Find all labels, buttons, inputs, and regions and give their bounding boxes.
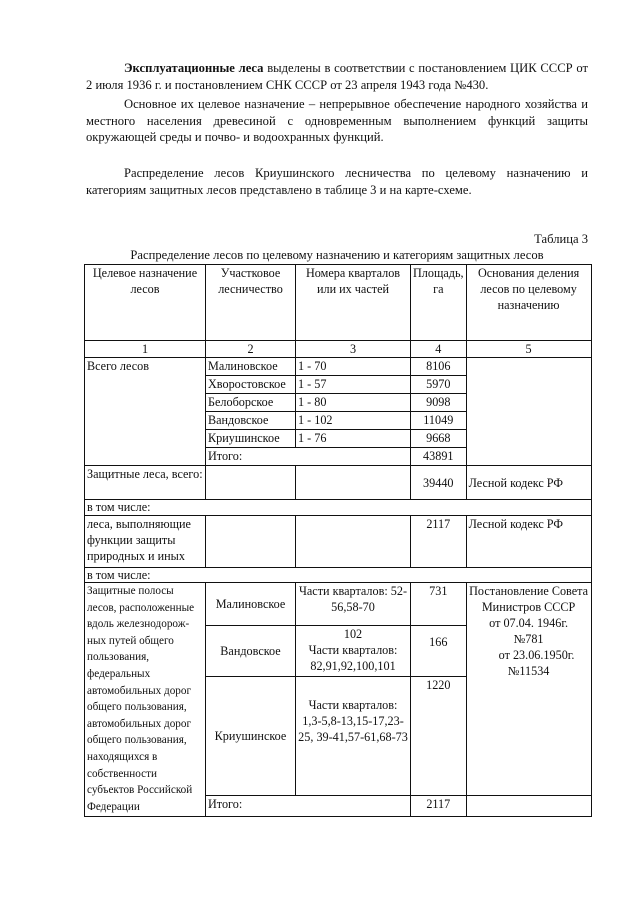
header-quarters: Номера кварталов или их частей <box>296 265 411 341</box>
empty-cell <box>466 796 591 817</box>
quarters-cell: 1 - 57 <box>296 376 411 394</box>
area-cell: 11049 <box>411 412 467 430</box>
table-label: Таблица 3 <box>534 232 588 246</box>
quarters-cell: Части кварталов: 1,3-5,8-13,15-17,23-25, 39-41,57-61,68-73 <box>296 677 411 796</box>
area-cell: 166 <box>411 626 467 677</box>
column-number: 3 <box>296 341 411 358</box>
header-area: Площадь, га <box>411 265 467 341</box>
paragraph-text: выделены в соответствии с постановлением ЦИК СССР от 2 июля 1936 г. и постановлением СНК СССР от 23 апреля 1943 года №430. <box>86 61 588 92</box>
natural-functions-label: леса, выполняющие функции защиты природных и иных <box>85 516 206 568</box>
header-purpose: Целевое назначение лесов <box>85 265 206 341</box>
paragraph-bold-term: Эксплуатационные леса <box>124 61 264 75</box>
quarters-cell <box>296 626 411 677</box>
strips-basis <box>466 583 591 796</box>
empty-cell <box>296 516 411 568</box>
including-label: в том числе: <box>85 500 592 516</box>
basis-cell-empty <box>466 358 591 466</box>
area-cell: 5970 <box>411 376 467 394</box>
table-row-including <box>85 568 592 583</box>
quarters-cell: 1 - 70 <box>296 358 411 376</box>
area-cell: 9668 <box>411 430 467 448</box>
including-label: в том числе: <box>85 568 592 583</box>
table-row-strips <box>85 583 592 626</box>
quarters-top: 102 <box>343 627 363 641</box>
area-cell: 9098 <box>411 394 467 412</box>
column-number: 1 <box>85 341 206 358</box>
header-forestry: Участковое лесничество <box>206 265 296 341</box>
quarters-text: Части кварталов: 82,91,92,100,101 <box>308 643 398 673</box>
table-row <box>85 358 592 376</box>
column-number: 4 <box>411 341 467 358</box>
forest-distribution-table <box>84 264 592 817</box>
forestry-cell: Вандовское <box>206 626 296 677</box>
paragraph-exploitation-forests <box>86 60 588 93</box>
natural-functions-area: 2117 <box>411 516 467 568</box>
forestry-cell: Малиновское <box>206 583 296 626</box>
empty-cell <box>206 466 296 500</box>
forestry-cell: Белоборское <box>206 394 296 412</box>
header-basis: Основания деления лесов по целевому назначению <box>466 265 591 341</box>
protective-basis: Лесной кодекс РФ <box>466 466 591 500</box>
itogo-label: Итого: <box>206 448 411 466</box>
area-cell: 731 <box>411 583 467 626</box>
table-row-protective <box>85 466 592 500</box>
protective-area: 39440 <box>411 466 467 500</box>
basis-line: от 07.04. 1946г. <box>489 616 569 630</box>
basis-line: от 23.06.1950г. <box>498 648 575 662</box>
forestry-cell: Криушинское <box>206 430 296 448</box>
table-row-including <box>85 500 592 516</box>
quarters-cell: 1 - 102 <box>296 412 411 430</box>
strips-label: Защитные полосы лесов, расположенные вдоль железнодорож-ных путей общего пользования, федеральных автомобильных дорог общего пользования, автомобильных дорог общего пользования, находящихся в собственности субъектов Российской Федерации <box>85 583 206 817</box>
table-row-natural-functions <box>85 516 592 568</box>
area-cell: 8106 <box>411 358 467 376</box>
itogo-label: Итого: <box>206 796 411 817</box>
paragraph-text: Распределение лесов Криушинского лесничества по целевому назначению и категориям защитных лесов представлено в таблице 3 и на карте-схеме. <box>86 166 588 197</box>
forestry-cell: Хворостовское <box>206 376 296 394</box>
natural-functions-basis: Лесной кодекс РФ <box>466 516 591 568</box>
basis-line: Постановление Совета Министров СССР <box>469 584 589 614</box>
quarters-cell: 1 - 80 <box>296 394 411 412</box>
paragraph-distribution <box>86 165 588 198</box>
basis-line: №11534 <box>507 664 550 678</box>
basis-line: №781 <box>513 632 544 646</box>
table-header-row <box>85 265 592 341</box>
paragraph-text: Основное их целевое назначение – непрерывное обеспечение народного хозяйства и местного населения древесиной с одновременным выполнением функций защиты окружающей среды и почво- и водоохранных функций. <box>86 97 588 144</box>
column-number: 2 <box>206 341 296 358</box>
forestry-cell: Вандовское <box>206 412 296 430</box>
empty-cell <box>296 466 411 500</box>
area-cell: 1220 <box>411 677 467 796</box>
empty-cell <box>206 516 296 568</box>
itogo-area: 43891 <box>411 448 467 466</box>
column-numbers-row <box>85 341 592 358</box>
total-forests-label: Всего лесов <box>85 358 206 466</box>
paragraph-main-purpose <box>86 96 588 146</box>
protective-label: Защитные леса, всего: <box>85 466 206 500</box>
column-number: 5 <box>466 341 591 358</box>
itogo-area: 2117 <box>411 796 467 817</box>
quarters-cell: 1 - 76 <box>296 430 411 448</box>
table-title: Распределение лесов по целевому назначению и категориям защитных лесов <box>130 248 544 262</box>
quarters-cell: Части кварталов: 52-56,58-70 <box>296 583 411 626</box>
forestry-cell: Малиновское <box>206 358 296 376</box>
forestry-cell: Криушинское <box>206 677 296 796</box>
